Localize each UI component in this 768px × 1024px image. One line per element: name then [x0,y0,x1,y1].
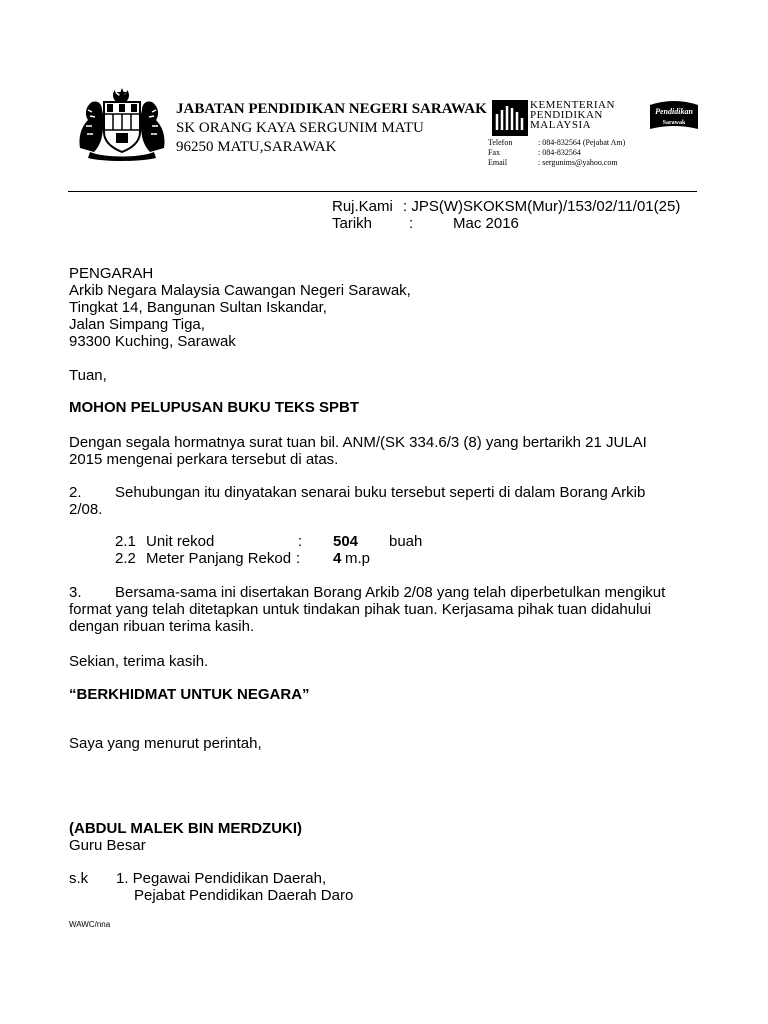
tarikh-value: Mac 2016 [453,215,519,232]
paragraph-2-line-2: 2/08. [69,501,103,518]
item-2-number: 2.2 [115,550,136,567]
item-1-label: Unit rekod [146,533,215,550]
recipient-line-1: PENGARAH [69,265,154,282]
ruj-value: : JPS(W)SKOKSM(Mur)/153/02/11/01(25) [403,198,681,215]
item-2-colon: : [296,550,301,567]
malaysia-coat-of-arms-icon [74,86,170,162]
closing-line: Sekian, terima kasih. [69,653,209,670]
paragraph-2-number: 2. [69,484,82,501]
letterhead-divider [68,191,697,192]
item-1-unit: buah [389,533,423,550]
item-2-unit: m.p [345,550,371,567]
contact-email-label: Email [488,158,508,167]
signatory-name: (ABDUL MALEK BIN MERDZUKI) [69,820,303,837]
item-1-colon: : [298,533,303,550]
item-2-value: 4 [333,550,342,567]
signatory-title: Guru Besar [69,837,146,854]
paragraph-2-line-1: Sehubungan itu dinyatakan senarai buku tersebut seperti di dalam Borang Arkib [115,484,646,501]
sarawak-logo-text-2: Sarawak [662,120,686,126]
item-1-number: 2.1 [115,533,136,550]
recipient-line-5: 93300 Kuching, Sarawak [69,333,236,350]
paragraph-3-line-3: dengan ribuan terima kasih. [69,618,255,635]
recipient-line-4: Jalan Simpang Tiga, [69,316,205,333]
paragraph-3-line-1: Bersama-sama ini disertakan Borang Arkib 2/08 yang telah diperbetulkan mengikut [115,584,666,601]
ministry-line-3: MALAYSIA [530,119,592,131]
paragraph-3-number: 3. [69,584,82,601]
contact-phone-label: Telefon [488,138,513,147]
cc-line-1: 1. Pegawai Pendidikan Daerah, [116,870,327,887]
footer-reference: WAWC/nna [69,920,111,929]
contact-fax-label: Fax [488,148,500,157]
paragraph-1-line-1: Dengan segala hormatnya surat tuan bil. ANM/(SK 334.6/3 (8) yang bertarikh 21 JULAI [69,434,647,451]
item-1-value: 504 [333,533,359,550]
ministry-logo-icon [492,100,528,136]
recipient-line-3: Tingkat 14, Bangunan Sultan Iskandar, [69,299,327,316]
cc-line-2: Pejabat Pendidikan Daerah Daro [134,887,354,904]
motto-line: “BERKHIDMAT UNTUK NEGARA” [69,686,310,703]
paragraph-3-line-2: format yang telah ditetapkan untuk tindakan pihak tuan. Kerjasama pihak tuan didahului [69,601,652,618]
department-name: JABATAN PENDIDIKAN NEGERI SARAWAK [176,101,487,117]
subject-heading: MOHON PELUPUSAN BUKU TEKS SPBT [69,399,360,416]
pendidikan-sarawak-logo [646,99,702,133]
salutation: Tuan, [69,367,107,384]
school-name: SK ORANG KAYA SERGUNIM MATU [176,120,424,136]
recipient-line-2: Arkib Negara Malaysia Cawangan Negeri Sarawak, [69,282,411,299]
item-2-label: Meter Panjang Rekod [146,550,292,567]
school-address: 96250 MATU,SARAWAK [176,139,337,155]
tarikh-label: Tarikh [332,215,373,232]
paragraph-1-line-2: 2015 mengenai perkara tersebut di atas. [69,451,339,468]
contact-fax-value: : 084-832564 [538,148,581,157]
sarawak-logo-text-1: Pendidikan [655,107,693,116]
ruj-label: Ruj.Kami [332,198,393,215]
tarikh-colon: : [409,215,414,232]
ministry-line-2: PENDIDIKAN [530,109,603,121]
ministry-line-1: KEMENTERIAN [530,99,615,111]
signoff-line: Saya yang menurut perintah, [69,735,262,752]
contact-phone-value: : 084-832564 (Pejabat Am) [538,138,626,147]
cc-label: s.k [69,870,89,887]
contact-email-value: : sergunims@yahoo.com [538,158,618,167]
